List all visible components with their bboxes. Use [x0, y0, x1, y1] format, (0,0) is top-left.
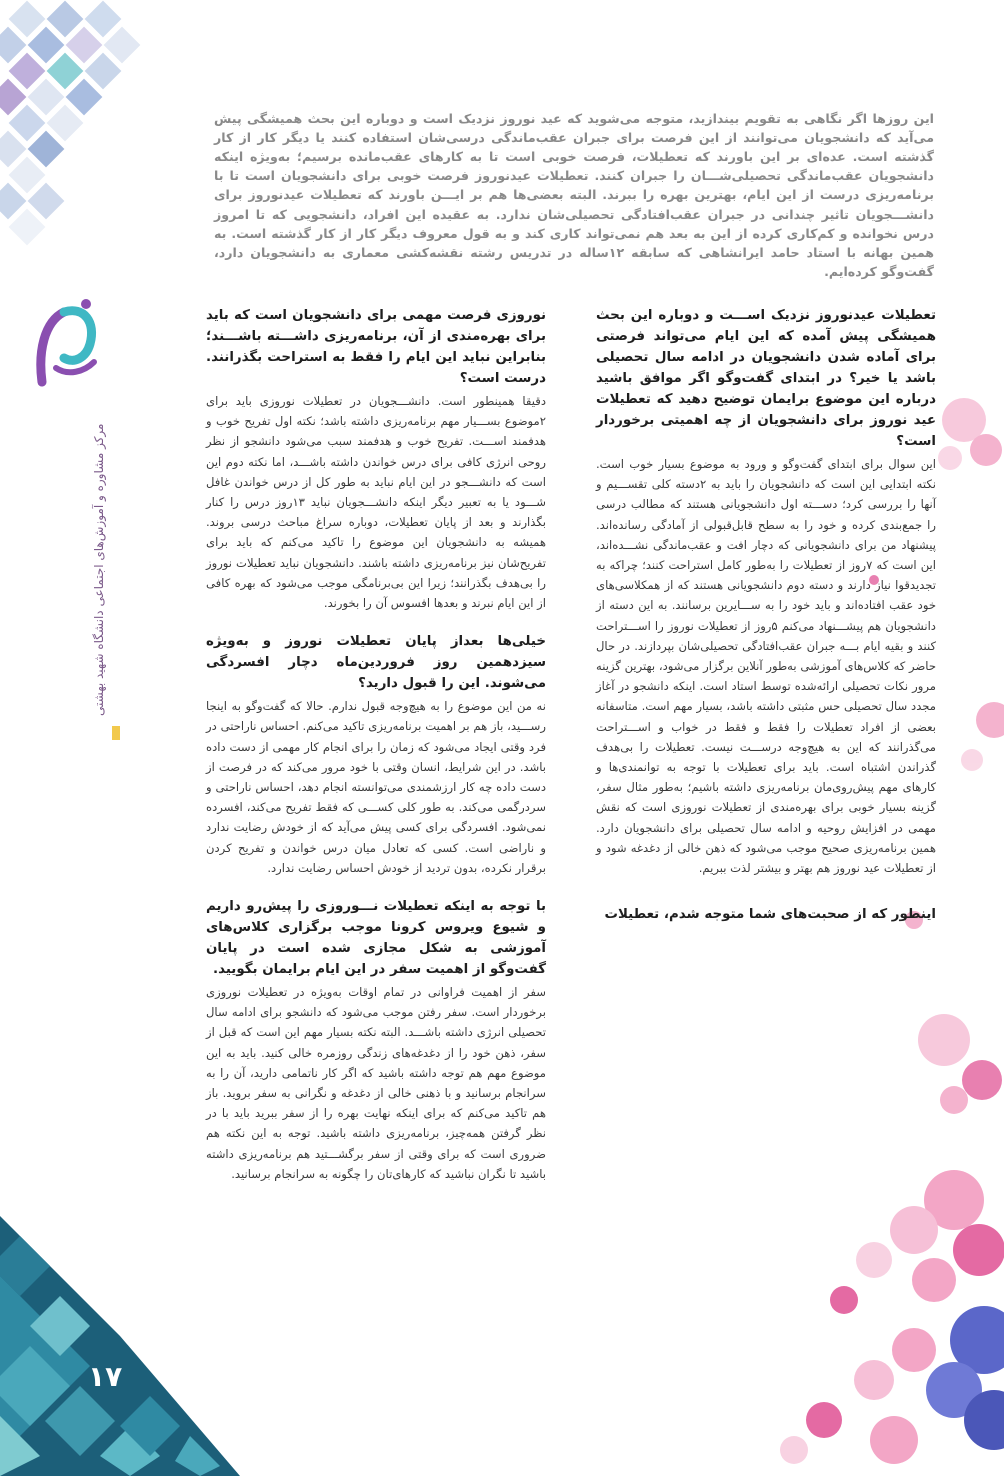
vertical-caption: مرکز مشاوره و آموزش‌های اجتماعی دانشگاه شهید بهشتی — [92, 423, 106, 717]
rah-no-logo — [34, 292, 104, 392]
answer-2: دقیقا همینطور است. دانشـــجویان در تعطیلات نوروزی باید برای ۲موضوع بســـیار مهم برنامه‌ریزی داشته باشد؛ نکته اول تفریح خوب و هدفمند اســـت. تفریح خوب و هدفمند سبب می‌شود دانشجو از نظر روحی انرژی کافی برای درس خواندن داشته باشـــد، اما نکته دوم این است که دانشـــجو در این ایام نباید به طور کل از درس خواندن غافل شـــود یا به تعبیر دیگر اینکه دانشـــجویان نباید ۱۳روز درس را کنار بگذارند و بعد از پایان تعطیلات، دوباره سراغ مباحث درسی بروند. همیشه به دانشجویان این موضوع را تاکید می‌کنم که باید برای تفریح‌شان نیز برنامه‌ریزی داشته باشند. دانشجویان نباید تعطیلات نوروز را بی‌هدف بگذرانند؛ زیرا این بی‌برنامگی موجب می‌شود که بهره کافی از این ایام نبرند و بعدها افسوس آن را بخورند. — [206, 394, 546, 611]
intro-paragraph: این روزها اگر نگاهی به تقویم بیندازید، متوجه می‌شوید که عید نوروز نزدیک است و دوباره این بحث همیشگی پیش می‌آید که دانشجویان می‌توانند از این فرصت برای جبران عقب‌ماندگی درسی‌شان استفاده کنند یا دیگر کار از کار گذشته است. عده‌ای بر این باورند که تعطیلات، فرصت خوبی است تا به کارهای عقب‌مانده برسیم؛ به‌ویژه اینکه دانشجویان عقب‌ماندگی تحصیلی‌شـــان را جبران کنند. تعطیلات عیدنوروز فرصت خوبی برای دانشجویان است تا با برنامه‌ریزی درست از این ایام، بهترین بهره را ببرند. البته بعضی‌ها هم بر ایـــن باورند که تعطیلات عیدنوروز برای دانشـــجویان تاثیر چندانی در جبران عقب‌افتادگی تحصیلی‌شان ندارد. به عقیده این افراد، دانشجویی که تا امروز درس نخوانده و کم‌کاری کرده از این به بعد هم نمی‌تواند کاری کند و به قول معروف دیگر کار از کار گذشته است. به همین بهانه با استاد حامد ایرانشاهی که سابقه ۱۲ساله در تدریس رشته نقشه‌کشی معماری به دانشجویان دارد، گفت‌وگو کرده‌ایم. — [214, 110, 934, 280]
teal-tiles-bottom-decoration — [0, 1176, 240, 1476]
left-column — [206, 305, 546, 1184]
page-number: ۱۷ — [88, 1360, 123, 1393]
question-continued: اینطور که از صحبت‌های شما متوجه شدم، تعطیلات — [604, 907, 936, 923]
question-1: تعطیلات عیدنوروز نزدیک اســـت و دوباره این بحث همیشگی پیش آمده که این ایام می‌تواند فرصتی برای آماده شدن دانشجویان در ادامه سال تحصیلی باشد یا خیر؟ در ابتدای گفت‌وگو اگر موافق باشید درباره این موضوع برایمان توضیح دهید که تعطیلات عید نوروز برای دانشجویان از چه اهمیتی برخوردار است؟ — [596, 308, 936, 449]
answer-1: این سوال برای ابتدای گفت‌وگو و ورود به موضوع بسیار خوب است. نکته ابتدایی این است که دانشجویان را باید به ۲دسته کلی تقســـیم و آنها را بررسی کرد؛ دســـته اول دانشجویانی هستند که مطالب درسی را جمع‌بندی کرده و خود را به سطح قابل‌قبولی از آمادگی رسانده‌اند. پیشنهاد من برای دانشجویانی که دچار افت و عقب‌ماندگی نشـــده‌اند، این است که ۷روز از تعطیلات را به‌طور کامل استراحت کنند؛ چراکه به تجدیدقوا نیاز دارند و دسته دوم دانشجویانی هستند که از همکلاسی‌های خود عقب افتاده‌اند و باید خود را به ســـایرین برسانند. به این دسته از دانشجویان هم پیشـــنهاد می‌کنم ۵روز از تعطیلات نوروز را اســـتراحت کنند و بقیه ایام بـــه جبران عقب‌افتادگی تحصیلی‌شان بپردازند. در حال حاضر که کلاس‌های آموزشی به‌طور آنلاین برگزار می‌شود، بهترین گزینه مرور نکات تحصیلی ارائه‌شده توسط استاد است. اینکه دانشجو در آغاز مجدد سال تحصیلی حس مثبتی داشته باشد، بسیار مهم است. متاسفانه بعضی از افراد تعطیلات را فقط و فقط در خواب و اســـتراحت می‌گذرانند که این به هیچ‌وجه درســـت نیست. تعطیلات را بی‌هدف گذراندن اشتباه است. باید برای تعطیلات با توجه به توانمندی‌ها و کارهای مهم پیش‌روی‌مان برنامه‌ریزی داشته باشیم؛ به‌طور مثال سفر، گزینه بسیار خوبی برای بهره‌مندی از تعطیلات نوروزی است که نقش مهمی در افزایش روحیه و ادامه سال تحصیلی برای دانشجویان دارد. همین برنامه‌ریزی صحیح موجب می‌شود که ذهن خالی از دغدغه شود و از تعطیلات عید نوروز هم بهتر و بیشتر لذت ببریم. — [596, 457, 936, 876]
diamond-tiles-top-decoration — [0, 0, 140, 290]
question-2: نوروزی فرصت مهمی برای دانشجویان است که باید برای بهره‌مندی از آن، برنامه‌ریزی داشـــته باشـــند؛ بنابراین نباید این ایام را فقط به استراحت بگذرانند. درست است؟ — [206, 308, 546, 386]
caption-marker — [112, 726, 120, 740]
right-column — [596, 305, 936, 939]
answer-4: سفر از اهمیت فراوانی در تمام اوقات به‌ویژه در تعطیلات نوروزی برخوردار است. سفر رفتن موجب می‌شود که دانشجو برای ادامه سال تحصیلی انرژی داشته باشـــد. البته نکته بسیار مهم این است که قبل از سفر، ذهن خود را از دغدغه‌های زندگی روزمره خالی کنید. باید به این موضوع مهم هم توجه داشته باشید که اگر کار ناتمامی دارید، آن را به سرانجام برسانید و با ذهنی خالی از دغدغه و نگرانی به سفر بروید. باز هم تاکید می‌کنم که برای اینکه نهایت بهره را از سفر ببرید باید با در نظر گرفتن همه‌چیز، برنامه‌ریزی داشته باشید. توجه به این نکته هم ضروری است که برای وقتی از سفر برگشـــتید هم برنامه‌ریزی داشته باشید تا نگران نباشید که کارهای‌تان را چگونه به سرانجام برسانید. — [206, 985, 546, 1181]
answer-3: نه من این موضوع را به هیچ‌وجه قبول ندارم. حالا که گفت‌وگو به اینجا رســـید، باز هم بر اهمیت برنامه‌ریزی تاکید می‌کنم. احساس ناراحتی در فرد وقتی ایجاد می‌شود که زمان را برای انجام کار مهمی از دست داده باشد. در این شرایط، انسان وقتی با خود مرور می‌کند که در فرصت از دست داده چه کار ارزشمندی می‌توانسته انجام دهد، احساس ناراحتی و سردرگمی می‌کند. به طور کلی کســـی که فقط تفریح می‌کند، افسرده نمی‌شود. افسردگی برای کسی پیش می‌آید که از خودش رضایت ندارد و ناراضی است. کسی که تعادل میان درس خواندن و تفریح کردن برقرار نکرده، بدون تردید از خودش احساس رضایت ندارد. — [206, 699, 546, 875]
question-3: خیلی‌ها بعداز پایان تعطیلات نوروز و به‌ویژه سیزدهمین روز فروردین‌ماه دچار افسردگی می‌شوند. این را قبول دارید؟ — [206, 634, 546, 692]
question-4: با توجه به اینکه تعطیلات نـــوروزی را پیش‌رو داریم و شیوع ویروس کرونا موجب برگزاری کلاس‌های آموزشی به شکل مجازی شده است در پایان گفت‌وگو از اهمیت سفر در این ایام برایمان بگویید. — [206, 899, 546, 978]
